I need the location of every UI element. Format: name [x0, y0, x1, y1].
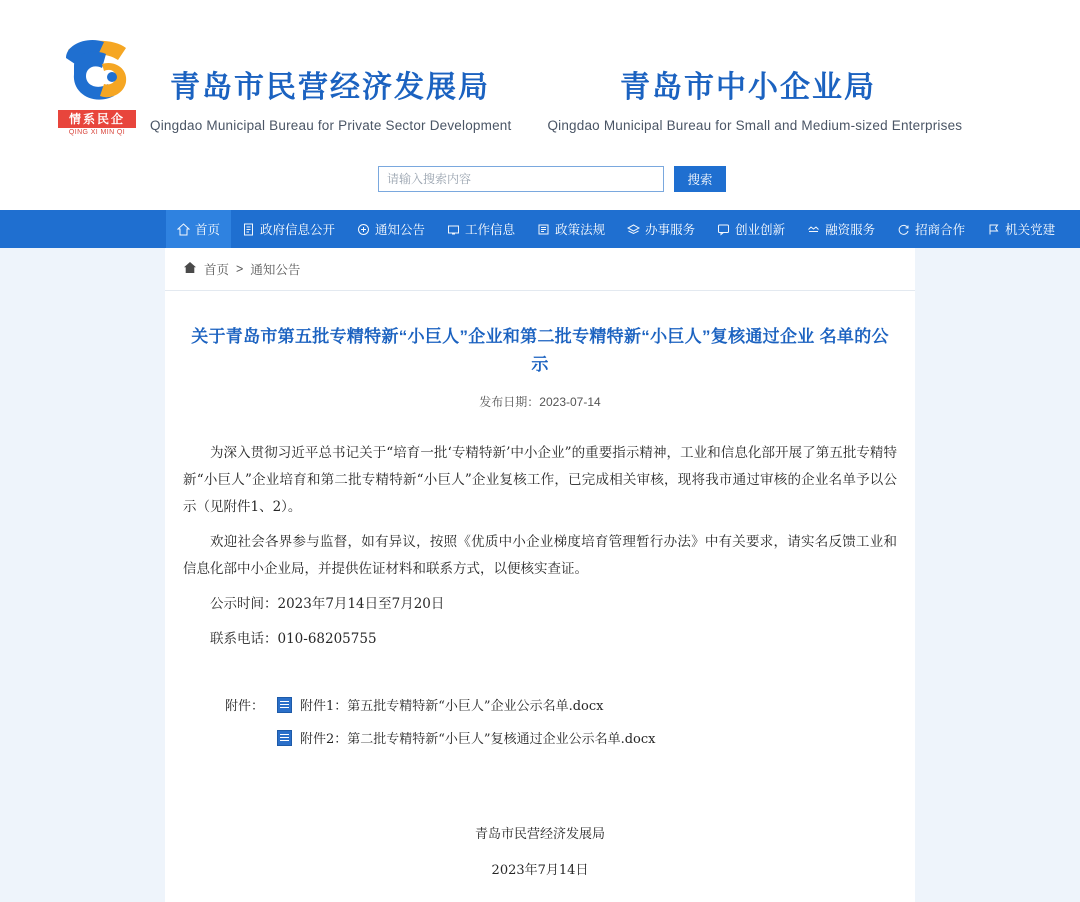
nav-item-policy-label: 政策法规: [555, 223, 606, 237]
logo-badge-text: 情系民企: [58, 110, 136, 128]
nav-item-home-label: 首页: [195, 223, 221, 237]
site-title-cn-1: 青岛市民营经济发展局: [170, 71, 490, 104]
nav-item-gov-info[interactable]: [231, 210, 346, 248]
attachments-section: [165, 661, 915, 747]
article-body: [165, 410, 915, 653]
search-button[interactable]: 搜索: [674, 166, 726, 192]
article-paragraph: 为深入贯彻习近平总书记关于“培育一批‘专精特新’中小企业”的重要指示精神，工业和信息化部开展了第五批专精特新“小巨人”企业培育和第二批专精特新“小巨人”企业复核工作，已完成相关审核，现将我市通过审核的企业名单予以公示（见附件1、2）。: [183, 445, 897, 515]
nav-item-financing[interactable]: [796, 210, 886, 248]
breadcrumb-current-link[interactable]: 通知公告: [250, 263, 301, 277]
home-icon: [183, 261, 197, 277]
layers-icon: [627, 223, 640, 236]
site-title-cn-2: 青岛市中小企业局: [620, 71, 876, 104]
page-title: 关于青岛市第五批专精特新“小巨人”企业和第二批专精特新“小巨人”复核通过企业 名单的公示: [191, 327, 889, 374]
nav-item-services[interactable]: [616, 210, 706, 248]
handshake-icon: [807, 223, 820, 236]
site-title-en-2: Qingdao Municipal Bureau for Small and Medium-sized Enterprises: [547, 118, 963, 133]
nav-item-notice-label: 通知公告: [375, 223, 426, 237]
signature-block: [165, 817, 915, 889]
search-input[interactable]: [378, 166, 664, 192]
signature-org: 青岛市民营经济发展局: [474, 827, 605, 842]
nav-item-party-building-label: 机关党建: [1005, 223, 1056, 237]
attachment-row[interactable]: [277, 728, 897, 747]
home-icon: [177, 223, 190, 236]
article-container: [165, 248, 915, 902]
nav-item-policy[interactable]: [526, 210, 616, 248]
attachment-row[interactable]: [225, 695, 897, 714]
main-nav: [0, 210, 1080, 248]
logo-mark-icon: [58, 36, 136, 110]
article-paragraph: 欢迎社会各界参与监督，如有异议，按照《优质中小企业梯度培育管理暂行办法》中有关要求，请实名反馈工业和信息化部中小企业局，并提供佐证材料和联系方式，以便核实查证。: [183, 534, 897, 577]
attachment-link[interactable]: 附件1：第五批专精特新“小巨人”企业公示名单.docx: [300, 699, 604, 714]
document-icon: [242, 223, 255, 236]
nav-item-innovation-label: 创业创新: [735, 223, 786, 237]
word-doc-icon: [277, 697, 292, 713]
site-logo[interactable]: [58, 36, 136, 134]
publish-date: 发布日期：2023-07-14: [479, 395, 601, 409]
logo-pinyin-text: QING XI MIN QI: [68, 129, 126, 136]
nav-item-notice[interactable]: [346, 210, 436, 248]
refresh-icon: [897, 223, 910, 236]
nav-item-investment-label: 招商合作: [915, 223, 966, 237]
nav-item-innovation[interactable]: [706, 210, 796, 248]
megaphone-icon: [357, 223, 370, 236]
article-paragraph: 公示时间：2023年7月14日至7月20日: [210, 596, 445, 612]
nav-item-services-label: 办事服务: [645, 223, 696, 237]
word-doc-icon: [277, 730, 292, 746]
flag-icon: [987, 223, 1000, 236]
site-title-block: [150, 62, 970, 133]
search-bar: [378, 166, 726, 192]
signature-date: 2023年7月14日: [491, 863, 589, 878]
nav-item-work-info-label: 工作信息: [465, 223, 516, 237]
nav-item-home[interactable]: [166, 210, 231, 248]
attachments-label: 附件：: [225, 699, 265, 714]
article-paragraph: 联系电话：010-68205755: [210, 631, 377, 647]
nav-item-financing-label: 融资服务: [825, 223, 876, 237]
nav-item-investment[interactable]: [886, 210, 976, 248]
breadcrumb-home-link[interactable]: 首页: [204, 263, 230, 277]
nav-item-party-building[interactable]: [976, 210, 1066, 248]
nav-item-work-info[interactable]: [436, 210, 526, 248]
nav-item-gov-info-label: 政府信息公开: [260, 223, 336, 237]
monitor-icon: [447, 223, 460, 236]
attachment-link[interactable]: 附件2：第二批专精特新“小巨人”复核通过企业公示名单.docx: [300, 732, 656, 747]
site-header: [0, 0, 1080, 210]
breadcrumb-separator: >: [236, 262, 244, 276]
site-title-en-1: Qingdao Municipal Bureau for Private Sector Development: [150, 118, 512, 133]
chat-icon: [717, 223, 730, 236]
breadcrumb: [165, 248, 915, 291]
book-icon: [537, 223, 550, 236]
